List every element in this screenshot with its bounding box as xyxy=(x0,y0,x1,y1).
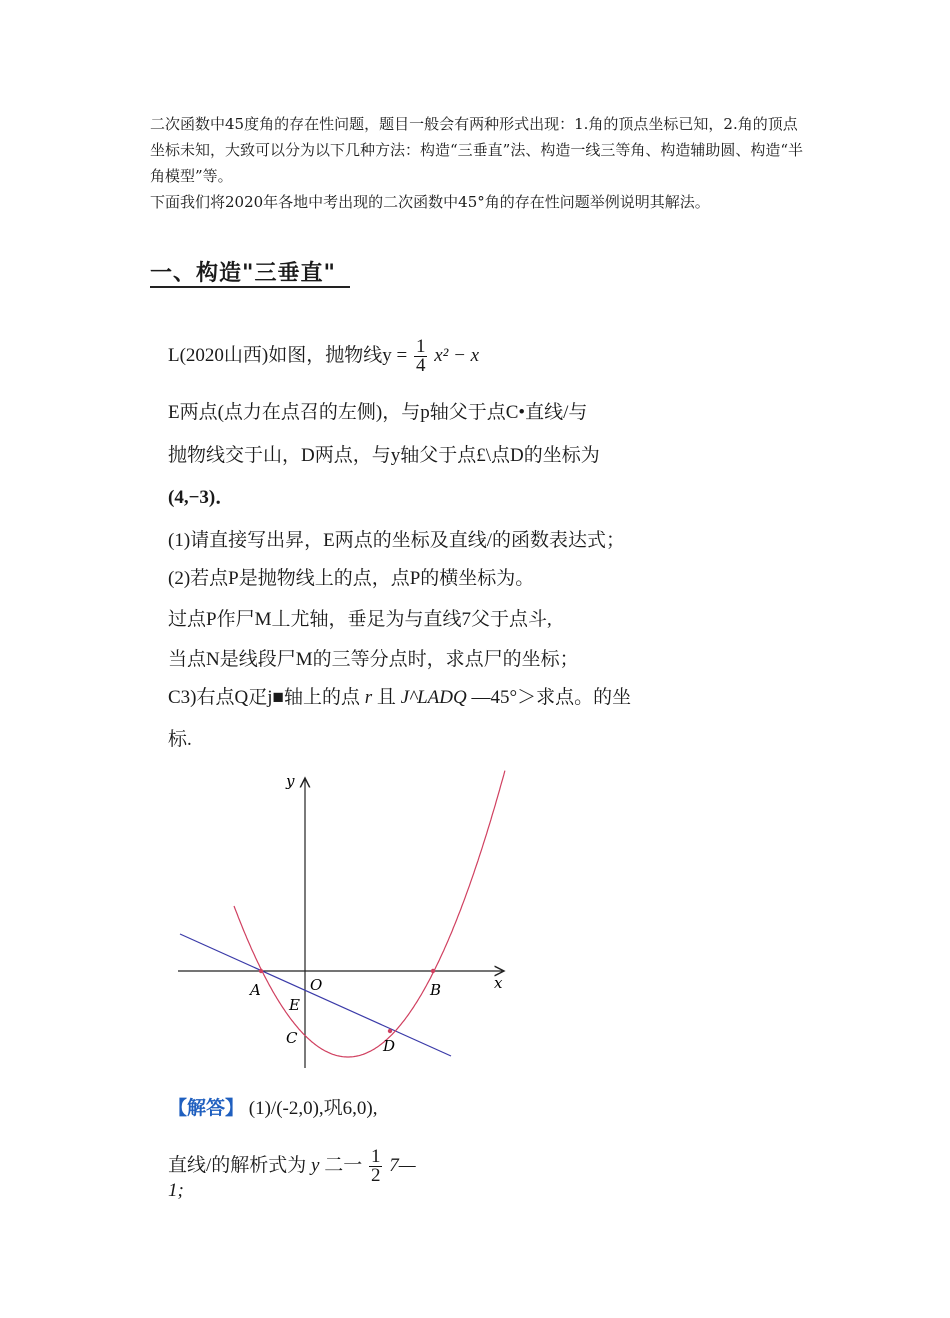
question-3a xyxy=(168,682,631,709)
question-3-text-3: 且 xyxy=(376,687,396,708)
label-e: E xyxy=(289,996,300,1014)
answer-line-2 xyxy=(168,1148,416,1185)
half-numerator: 1 xyxy=(370,1146,381,1167)
question-3b: 标. xyxy=(168,729,192,750)
question-3-text-2: r xyxy=(364,687,373,708)
fraction-quarter xyxy=(414,338,428,375)
parabola-curve xyxy=(234,771,505,1057)
label-o: O xyxy=(310,976,323,994)
answer-eq: 二一 xyxy=(324,1154,363,1176)
problem-line-1 xyxy=(168,338,479,375)
question-1: (1)请直接写出昇，E两点的坐标及直线/的函数表达式； xyxy=(168,530,626,551)
label-x: x xyxy=(494,974,503,992)
intro-text xyxy=(150,111,810,215)
label-a: A xyxy=(250,981,261,999)
question-3-text-4: J^LADQ xyxy=(400,687,467,708)
question-3-text-1: C3)右点Q疋j■轴上的点 xyxy=(168,687,360,708)
point-a xyxy=(259,969,263,973)
question-2b: 过点P作尸M丄尤轴，垂足为与直线7父于点斗, xyxy=(168,609,552,630)
equals-sign: = xyxy=(396,344,408,366)
answer-line-prefix: 直线/的解析式为 xyxy=(168,1154,307,1176)
line-l xyxy=(180,934,451,1056)
point-d xyxy=(388,1029,392,1033)
answer-x-term: 7— xyxy=(389,1154,416,1176)
question-2c: 当点N是线段尸M的三等分点时，求点尸的坐标； xyxy=(168,649,579,670)
heading-underline xyxy=(150,286,350,288)
label-c: C xyxy=(286,1029,298,1047)
fraction-half xyxy=(369,1148,383,1185)
half-denominator: 2 xyxy=(370,1165,381,1186)
answer-line-3: 1; xyxy=(168,1180,184,1201)
answer-part-1: (1)/(-2,0),巩6,0), xyxy=(248,1098,378,1119)
intro-paragraph-1: 二次函数中45度角的存在性问题，题目一般会有两种形式出现：1.角的顶点坐标已知，2.角的顶点坐标未知，大致可以分为以下几种方法：构造“三垂直”法、构造一线三等角、构造辅助圆、构造“半角模型”等。 xyxy=(150,115,804,185)
question-2a: (2)若点P是抛物线上的点，点P的横坐标为。 xyxy=(168,568,535,589)
label-d: D xyxy=(383,1037,396,1055)
problem-line-3: 抛物线交于山，D两点，与y轴父于点£\点D的坐标为 xyxy=(168,445,600,466)
label-y: y xyxy=(286,772,295,790)
function-graph xyxy=(168,768,518,1078)
answer-tag: 【解答】 xyxy=(168,1098,245,1119)
problem-line-2: E两点(点力在点召的左侧)，与p轴父于点C•直线/与 xyxy=(168,402,588,423)
fraction-numerator: 1 xyxy=(415,336,426,357)
question-3-text-5: —45°＞求点。的坐 xyxy=(471,687,632,708)
problem-line-1-text: L(2020山西)如图，抛物线y xyxy=(168,344,392,366)
problem-line-4: (4,−3)． xyxy=(168,487,235,508)
intro-paragraph-2: 下面我们将2020年各地中考出现的二次函数中45°角的存在性问题举例说明其解法。 xyxy=(150,193,710,211)
answer-y: y xyxy=(311,1154,320,1176)
answer-line-1 xyxy=(168,1093,378,1120)
point-b xyxy=(431,969,435,973)
label-b: B xyxy=(430,981,442,999)
section-heading: 一、构造"三垂直" xyxy=(150,261,336,286)
fraction-denominator: 4 xyxy=(415,355,426,376)
parabola-expression: x² − x xyxy=(434,344,480,366)
